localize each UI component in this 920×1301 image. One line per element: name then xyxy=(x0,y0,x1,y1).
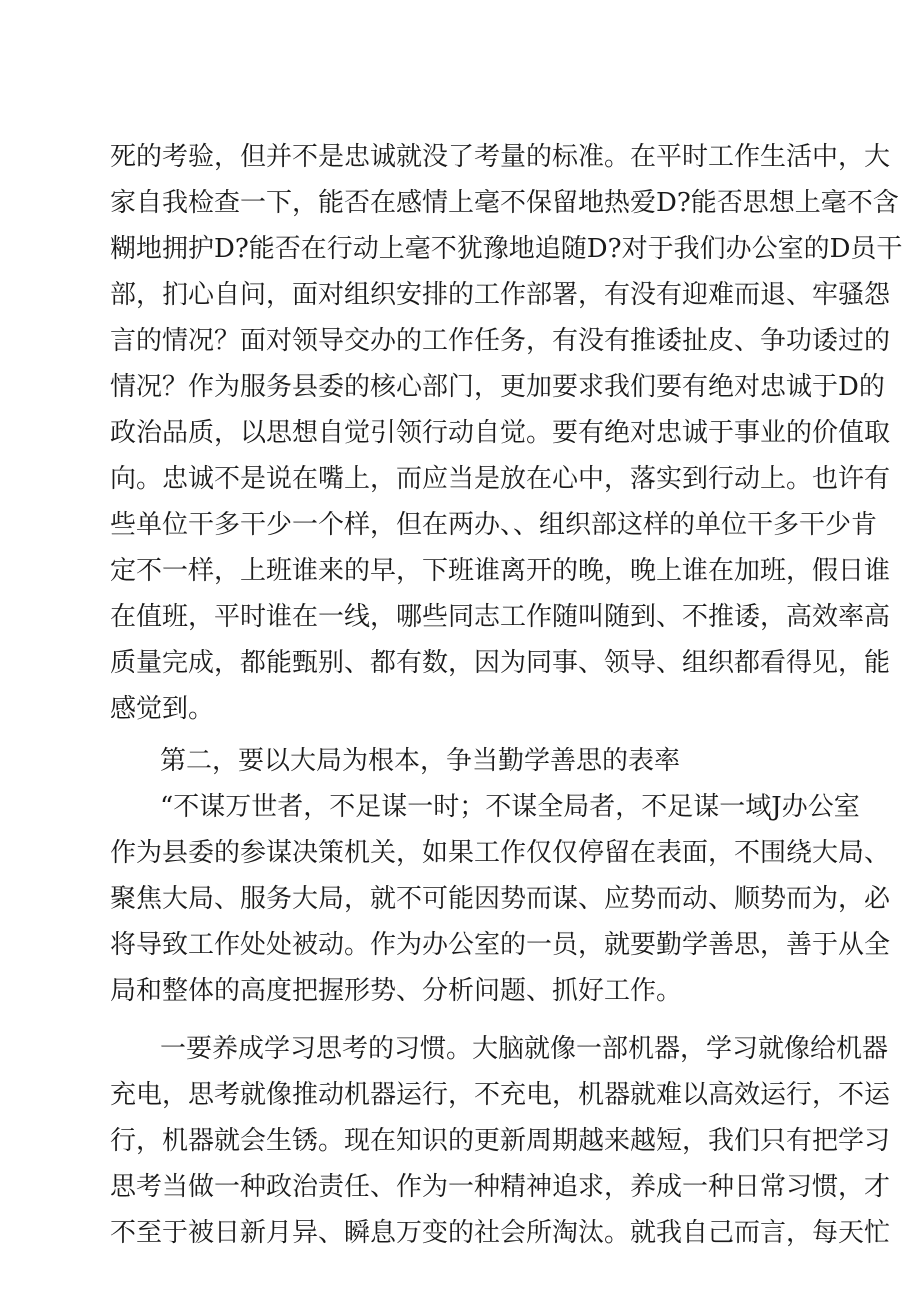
text-line: 聚焦大局、服务大局，就不可能因势而谋、应势而动、顺势而为，必 xyxy=(110,884,891,914)
text-line: 定不一样，上班谁来的早，下班谁离开的晚，晚上谁在加班，假日谁 xyxy=(110,556,891,586)
text-line: 情况？作为服务县委的核心部门，更加要求我们要有绝对忠诚于D的 xyxy=(110,372,885,402)
section-heading: 第二，要以大局为根本，争当勤学善思的表率 xyxy=(160,746,681,776)
text-line: 作为县委的参谋决策机关，如果工作仅仅停留在表面，不围绕大局、 xyxy=(110,838,891,868)
text-line: 家自我检查一下，能否在感情上毫不保留地热爱D?能否思想上毫不含 xyxy=(110,188,899,218)
text-line: 一要养成学习思考的习惯。大脑就像一部机器，学习就像给机器 xyxy=(160,1034,889,1064)
text-line: 言的情况？面对领导交办的工作任务，有没有推诿扯皮、争功诿过的 xyxy=(110,326,891,356)
text-line: 死的考验，但并不是忠诚就没了考量的标准。在平时工作生活中，大 xyxy=(110,142,891,172)
text-line: 感觉到。 xyxy=(110,694,215,724)
text-line: 将导致工作处处被动。作为办公室的一员，就要勤学善思，善于从全 xyxy=(110,930,891,960)
text-line: 政治品质，以思想自觉引领行动自觉。要有绝对忠诚于事业的价值取 xyxy=(110,418,891,448)
text-line: 思考当做一种政治责任、作为一种精神追求，养成一种日常习惯，才 xyxy=(110,1172,891,1202)
text-line: 部，扪心自问，面对组织安排的工作部署，有没有迎难而退、牢骚怨 xyxy=(110,280,891,310)
text-line: “不谋万世者，不足谋一时；不谋全局者，不足谋一域J办公室 xyxy=(160,792,860,822)
text-line: 局和整体的高度把握形势、分析问题、抓好工作。 xyxy=(110,976,683,1006)
text-line: 些单位干多干少一个样，但在两办、、组织部这样的单位干多干少肯 xyxy=(110,510,878,540)
text-line: 质量完成，都能甄别、都有数，因为同事、领导、组织都看得见，能 xyxy=(110,648,891,678)
text-line: 充电，思考就像推动机器运行，不充电，机器就难以高效运行，不运 xyxy=(110,1080,891,1110)
text-line: 不至于被日新月异、瞬息万变的社会所淘汰。就我自己而言，每天忙 xyxy=(110,1218,891,1248)
text-line: 向。忠诚不是说在嘴上，而应当是放在心中，落实到行动上。也许有 xyxy=(110,464,891,494)
text-line: 糊地拥护D?能否在行动上毫不犹豫地追随D?对于我们办公室的D员干 xyxy=(110,234,903,264)
text-line: 在值班，平时谁在一线，哪些同志工作随叫随到、不推诿，高效率高 xyxy=(110,602,891,632)
text-line: 行，机器就会生锈。现在知识的更新周期越来越短，我们只有把学习 xyxy=(110,1126,891,1156)
